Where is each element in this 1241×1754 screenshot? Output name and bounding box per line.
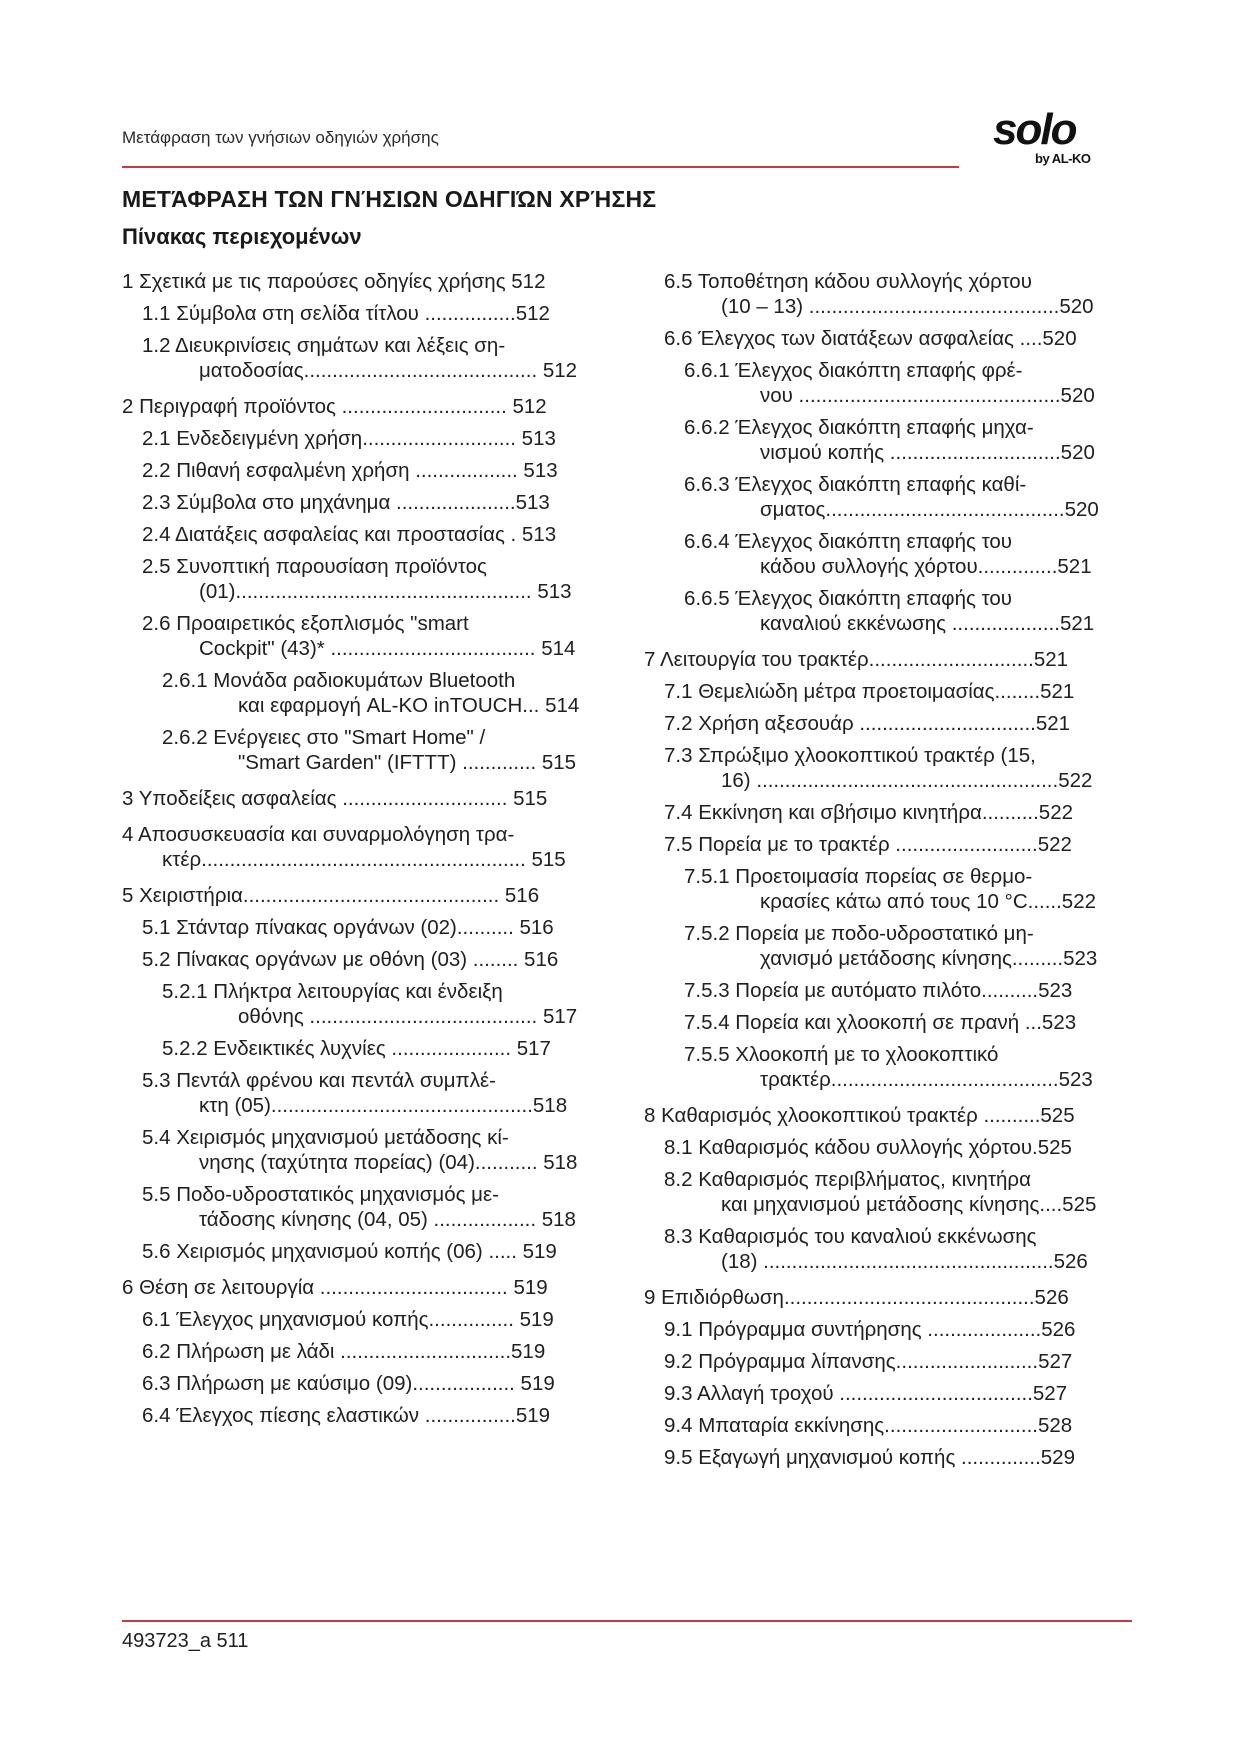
toc-entry-text: 9.5 Εξαγωγή μηχανισμού κοπής ..............529	[664, 1446, 1075, 1469]
toc-entry-text: 7.5.2 Πορεία με ποδο-υδροστατικό μη-	[684, 922, 1034, 945]
toc-entry-text: 1.1 Σύμβολα στη σελίδα τίτλου ................512	[142, 302, 550, 325]
toc-entry[interactable]	[122, 269, 627, 294]
toc-entry-text: 6.3 Πλήρωση με καύσιμο (09).................. 519	[142, 1372, 555, 1395]
toc-entry-text: 5 Χειριστήρια............................................. 516	[122, 884, 540, 907]
toc-entry-continuation: σματος..........................................520	[760, 498, 1099, 521]
toc-entry[interactable]	[122, 947, 627, 972]
toc-entry-continuation: τάδοσης κίνησης (04, 05) .................. 518	[199, 1208, 576, 1231]
toc-entry-text: 1.2 Διευκρινίσεις σημάτων και λέξεις ση-	[142, 334, 506, 357]
toc-entry-text: 5.4 Χειρισμός μηχανισμού μετάδοσης κί-	[142, 1126, 509, 1149]
toc-entry-text: 9.4 Μπαταρία εκκίνησης...........................528	[664, 1414, 1073, 1437]
toc-entry-text: 2.4 Διατάξεις ασφαλείας και προστασίας . 513	[142, 523, 557, 546]
running-header: Μετάφραση των γνήσιων οδηγιών χρήσης	[122, 128, 439, 147]
toc-entry-text: 5.3 Πεντάλ φρένου και πεντάλ συμπλέ-	[142, 1069, 496, 1092]
toc-entry-text: 2.2 Πιθανή εσφαλμένη χρήση .................. 513	[142, 459, 558, 482]
toc-entry-text: 9.1 Πρόγραμμα συντήρησης ....................526	[664, 1318, 1076, 1341]
toc-entry[interactable]	[122, 1125, 627, 1175]
toc-entry[interactable]	[122, 1307, 627, 1332]
toc-entry-text: 5.5 Ποδο-υδροστατικός μηχανισμός με-	[142, 1183, 499, 1206]
toc-entry[interactable]	[122, 979, 627, 1029]
toc-entry[interactable]	[644, 832, 1134, 857]
toc-entry[interactable]	[122, 1275, 627, 1300]
logo-word: solo	[993, 105, 1076, 154]
toc-entry-continuation: (01).................................................... 513	[199, 580, 572, 603]
toc-entry-text: 7.3 Σπρώξιμο χλοοκοπτικού τρακτέρ (15,	[664, 744, 1036, 767]
toc-entry-text: 2.6.2 Ενέργειες στο "Smart Home" /	[162, 726, 486, 749]
toc-entry-text: 9 Επιδιόρθωση............................................526	[644, 1286, 1069, 1309]
toc-entry-text: 5.2 Πίνακας οργάνων με οθόνη (03) ........ 516	[142, 948, 559, 971]
toc-entry-text: 6.6.5 Έλεγχος διακόπτη επαφής του	[684, 587, 1012, 610]
toc-entry-continuation: "Smart Garden" (IFTTT) ............. 515	[238, 751, 577, 774]
toc-entry-text: 7.5.3 Πορεία με αυτόματο πιλότο..........523	[684, 979, 1073, 1002]
toc-entry[interactable]	[644, 1413, 1134, 1438]
toc-entry[interactable]	[644, 1285, 1134, 1310]
toc-entry[interactable]	[644, 1349, 1134, 1374]
toc-entry-text: 6.6.2 Έλεγχος διακόπτη επαφής μηχα-	[684, 416, 1034, 439]
toc-entry[interactable]	[122, 725, 627, 775]
toc-entry-text: 4 Αποσυσκευασία και συναρμολόγηση τρα-	[122, 823, 515, 846]
toc-entry-continuation: κτη (05)..............................................518	[199, 1094, 568, 1117]
toc-entry-continuation: νησης (ταχύτητα πορείας) (04)........... 518	[199, 1151, 578, 1174]
toc-entry[interactable]	[122, 394, 627, 419]
toc-entry[interactable]	[644, 269, 1134, 319]
toc-entry[interactable]	[644, 1445, 1134, 1470]
toc-entry-text: 6.6 Έλεγχος των διατάξεων ασφαλείας ....520	[664, 327, 1077, 350]
toc-entry[interactable]	[644, 679, 1134, 704]
toc-entry-text: 7 Λειτουργία του τρακτέρ.............................521	[644, 648, 1069, 671]
toc-entry[interactable]	[122, 1182, 627, 1232]
toc-entry-text: 1 Σχετικά με τις παρούσες οδηγίες χρήσης 512	[122, 270, 546, 293]
toc-column-left	[122, 269, 627, 1428]
toc-entry[interactable]	[122, 554, 627, 604]
toc-entry-text: 7.5.5 Χλοοκοπή με το χλοοκοπτικό	[684, 1043, 999, 1066]
toc-entry[interactable]	[644, 743, 1134, 793]
toc-entry-text: 8.2 Καθαρισμός περιβλήματος, κινητήρα	[664, 1168, 1031, 1191]
toc-entry-continuation: Cockpit" (43)* .................................... 514	[199, 637, 576, 660]
toc-entry[interactable]	[122, 1239, 627, 1264]
toc-entry-continuation: τρακτέρ........................................523	[760, 1068, 1093, 1091]
toc-entry[interactable]	[122, 668, 627, 718]
toc-entry[interactable]	[644, 921, 1134, 971]
toc-entry[interactable]	[122, 883, 627, 908]
toc-entry-continuation: νισμού κοπής ..............................520	[760, 441, 1095, 464]
toc-entry-continuation: (18) ...................................................526	[721, 1250, 1088, 1273]
toc-entry-text: 6.4 Έλεγχος πίεσης ελαστικών ................519	[142, 1404, 551, 1427]
toc-entry-continuation: και εφαρμογή AL-KO inTOUCH... 514	[238, 694, 580, 717]
header-rule	[122, 166, 959, 168]
toc-entry-text: 7.1 Θεμελιώδη μέτρα προετοιμασίας........521	[664, 680, 1075, 703]
toc-entry-text: 6.6.4 Έλεγχος διακόπτη επαφής του	[684, 530, 1012, 553]
toc-entry-text: 9.3 Αλλαγή τροχού ..................................527	[664, 1382, 1068, 1405]
toc-entry[interactable]	[122, 458, 627, 483]
toc-entry-text: 6.6.1 Έλεγχος διακόπτη επαφής φρέ-	[684, 359, 1023, 382]
toc-entry-text: 6.2 Πλήρωση με λάδι ..............................519	[142, 1340, 546, 1363]
toc-entry[interactable]	[644, 472, 1134, 522]
toc-entry[interactable]	[122, 786, 627, 811]
toc-entry[interactable]	[122, 611, 627, 661]
toc-entry[interactable]	[122, 522, 627, 547]
toc-entry-continuation: κάδου συλλογής χόρτου..............521	[760, 555, 1092, 578]
solo-logo	[993, 105, 1113, 168]
toc-entry[interactable]	[122, 1371, 627, 1396]
toc-entry-continuation: (10 – 13) ............................................520	[721, 295, 1094, 318]
toc-entry-text: 7.5.1 Προετοιμασία πορείας σε θερμο-	[684, 865, 1033, 888]
toc-entry[interactable]	[122, 1403, 627, 1428]
toc-entry[interactable]	[644, 1103, 1134, 1128]
toc-entry-text: 5.2.2 Ενδεικτικές λυχνίες ..................... 517	[162, 1037, 551, 1060]
toc-entry-text: 7.5.4 Πορεία και χλοοκοπή σε πρανή ...523	[684, 1011, 1077, 1034]
toc-entry-text: 3 Υποδείξεις ασφαλείας ............................. 515	[122, 787, 548, 810]
toc-heading: Πίνακας περιεχομένων	[122, 224, 362, 249]
document-title: ΜΕΤΆΦΡΑΣΗ ΤΩΝ ΓΝΉΣΙΩΝ ΟΔΗΓΙΏΝ ΧΡΉΣΗΣ	[122, 186, 657, 212]
toc-entry-continuation: χανισμό μετάδοσης κίνησης.........523	[760, 947, 1098, 970]
toc-entry-text: 5.6 Χειρισμός μηχανισμού κοπής (06) ..... 519	[142, 1240, 557, 1263]
toc-entry[interactable]	[644, 864, 1134, 914]
toc-entry[interactable]	[644, 358, 1134, 408]
toc-entry-continuation: και μηχανισμού μετάδοσης κίνησης....525	[721, 1193, 1097, 1216]
toc-entry-text: 8.1 Καθαρισμός κάδου συλλογής χόρτου.525	[664, 1136, 1072, 1159]
toc-entry-text: 2.6 Προαιρετικός εξοπλισμός "smart	[142, 612, 469, 635]
toc-entry[interactable]	[644, 1042, 1134, 1092]
toc-entry-text: 8.3 Καθαρισμός του καναλιού εκκένωσης	[664, 1225, 1037, 1248]
toc-entry[interactable]	[122, 333, 627, 383]
toc-entry[interactable]	[644, 1381, 1134, 1406]
toc-entry-text: 5.1 Στάνταρ πίνακας οργάνων (02).......... 516	[142, 916, 554, 939]
page-footer: 493723_a 511	[122, 1630, 249, 1652]
toc-entry[interactable]	[122, 1036, 627, 1061]
toc-entry[interactable]	[644, 1010, 1134, 1035]
toc-entry-text: 2.5 Συνοπτική παρουσίαση προϊόντος	[142, 555, 487, 578]
toc-entry-continuation: κρασίες κάτω από τους 10 °C......522	[760, 890, 1097, 913]
toc-entry[interactable]	[122, 301, 627, 326]
toc-entry[interactable]	[644, 1167, 1134, 1217]
toc-entry-text: 8 Καθαρισμός χλοοκοπτικού τρακτέρ ..........525	[644, 1104, 1075, 1127]
toc-entry-text: 2.3 Σύμβολα στο μηχάνημα .....................513	[142, 491, 550, 514]
toc-entry-text: 6.1 Έλεγχος μηχανισμού κοπής............... 519	[142, 1308, 554, 1331]
toc-entry[interactable]	[644, 529, 1134, 579]
logo-byline: by AL-KO	[1035, 151, 1091, 166]
toc-entry-text: 6.5 Τοποθέτηση κάδου συλλογής χόρτου	[664, 270, 1032, 293]
toc-entry[interactable]	[122, 426, 627, 451]
toc-entry-text: 7.5 Πορεία με το τρακτέρ .........................522	[664, 833, 1072, 856]
toc-entry[interactable]	[644, 711, 1134, 736]
toc-entry[interactable]	[122, 915, 627, 940]
toc-entry[interactable]	[644, 978, 1134, 1003]
toc-entry-text: 9.2 Πρόγραμμα λίπανσης.........................527	[664, 1350, 1073, 1373]
toc-entry-text: 7.2 Χρήση αξεσουάρ ...............................521	[664, 712, 1071, 735]
toc-entry[interactable]	[644, 647, 1134, 672]
toc-entry[interactable]	[122, 490, 627, 515]
toc-entry-text: 2.1 Ενδεδειγμένη χρήση........................... 513	[142, 427, 556, 450]
toc-entry-continuation: ματοδοσίας......................................... 512	[199, 359, 578, 382]
toc-entry-text: 6.6.3 Έλεγχος διακόπτη επαφής καθί-	[684, 473, 1027, 496]
toc-entry-text: 7.4 Εκκίνηση και σβήσιμο κινητήρα..........522	[664, 801, 1074, 824]
toc-entry[interactable]	[644, 1317, 1134, 1342]
toc-entry-text: 6 Θέση σε λειτουργία ................................. 519	[122, 1276, 548, 1299]
toc-entry[interactable]	[644, 1224, 1134, 1274]
toc-entry[interactable]	[122, 1068, 627, 1118]
toc-entry-continuation: 16) .....................................................522	[721, 769, 1093, 792]
footer-rule	[122, 1620, 1132, 1622]
toc-entry[interactable]	[122, 822, 627, 872]
toc-entry-text: 5.2.1 Πλήκτρα λειτουργίας και ένδειξη	[162, 980, 503, 1003]
toc-entry[interactable]	[644, 1135, 1134, 1160]
toc-entry[interactable]	[644, 326, 1134, 351]
toc-entry-continuation: καναλιού εκκένωσης ...................521	[760, 612, 1095, 635]
toc-entry[interactable]	[644, 800, 1134, 825]
toc-entry-text: 2.6.1 Μονάδα ραδιοκυμάτων Bluetooth	[162, 669, 516, 692]
toc-entry-continuation: νου ..............................................520	[760, 384, 1095, 407]
toc-entry[interactable]	[644, 415, 1134, 465]
toc-entry-text: 2 Περιγραφή προϊόντος ............................. 512	[122, 395, 547, 418]
toc-entry-continuation: οθόνης ........................................ 517	[238, 1005, 578, 1028]
toc-column-right	[644, 269, 1134, 1470]
toc-entry[interactable]	[644, 586, 1134, 636]
toc-entry-continuation: κτέρ......................................................... 515	[162, 848, 566, 871]
toc-entry[interactable]	[122, 1339, 627, 1364]
